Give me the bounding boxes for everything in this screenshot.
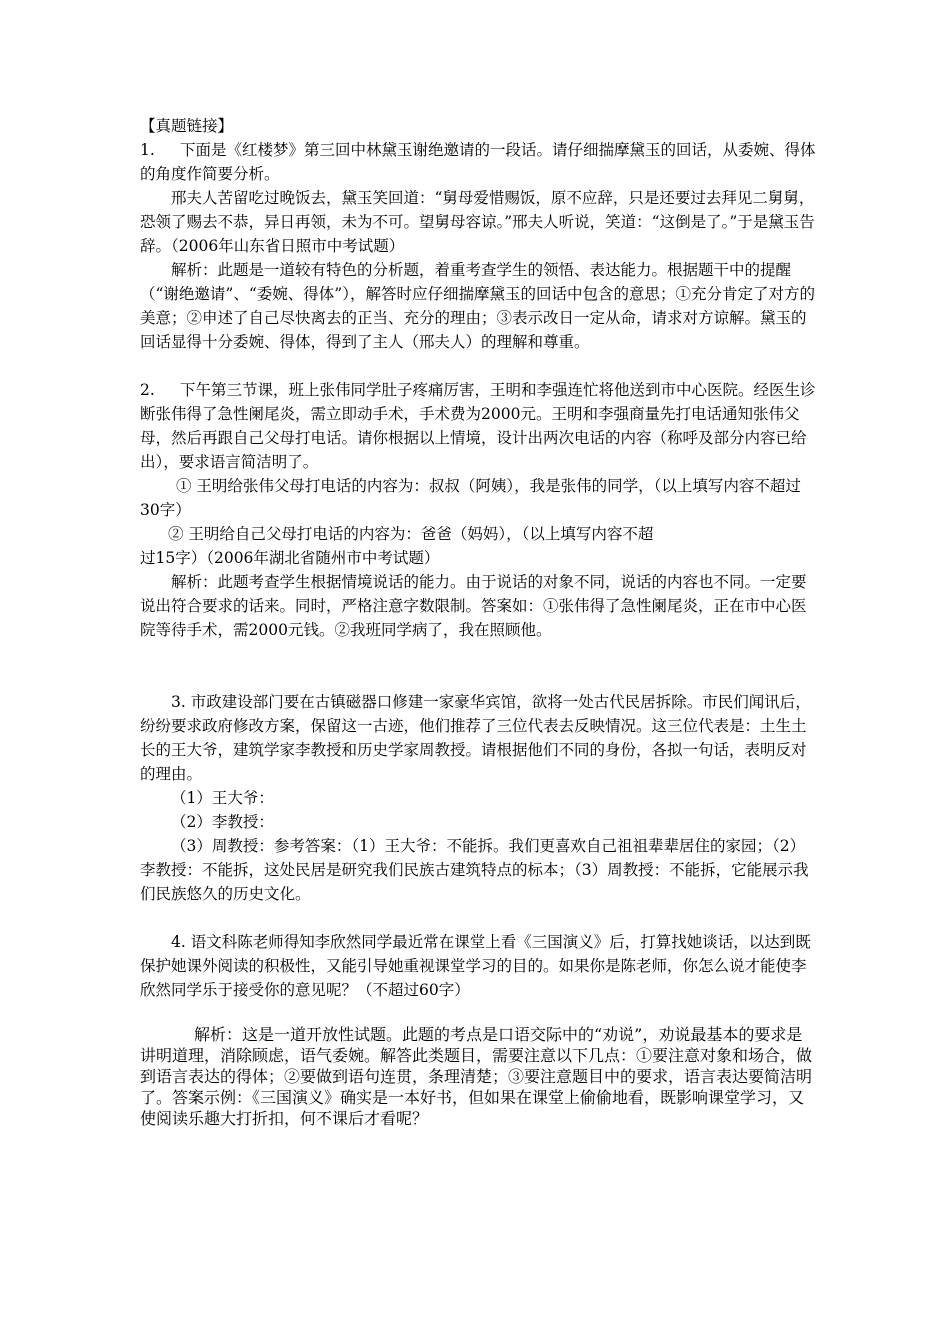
- question-1-passage: 邢夫人苦留吃过晚饭去，黛玉笑回道：“舅母爱惜赐饭，原不应辞，只是还要过去拜见二舅舅，恐领了赐去不恭，异日再领，未为不可。望舅母容谅。”邢夫人听说，笑道：“这倒是了。”于是黛玉告辞。（2006年山东省日照市中考试题）: [140, 189, 815, 255]
- question-1-number: 1.: [140, 141, 155, 159]
- question-3-stem: 3. 市政建设部门要在古镇磁器口修建一家豪华宾馆，欲将一处古代民居拆除。市民们闻讯后，纷纷要求政府修改方案，保留这一古迹，他们推荐了三位代表去反映情况。这三位代表是：土生土长的王大爷，建筑学家李教授和历史学家周教授。请根据他们不同的身份，各拟一句话，表明反对的理由。: [140, 693, 811, 783]
- spacer: [140, 1002, 816, 1024]
- section-title: 【真题链接】: [140, 117, 234, 135]
- question-2-number: 2.: [140, 381, 155, 399]
- question-2-text: 下午第三节课，班上张伟同学肚子疼痛厉害，王明和李强连忙将他送到市中心医院。经医生诊断张伟得了急性阑尾炎，需立即动手术，手术费为2000元。王明和李强商量先打电话通知张伟父母，然后再跟自己父母打电话。请你根据以上情境，设计出两次电话的内容（称呼及部分内容已给出），要求语言简洁明了。: [140, 381, 816, 471]
- question-2-stem: [140, 378, 816, 474]
- document-content: [140, 114, 816, 1129]
- question-3-item-2: （2）李教授：: [171, 813, 274, 831]
- question-3-item-1: （1）王大爷：: [171, 789, 274, 807]
- question-4-stem: 4. 语文科陈老师得知李欣然同学最近常在课堂上看《三国演义》后，打算找她谈话，以达到既保护她课外阅读的积极性，又能引导她重视课堂学习的目的。如果你是陈老师，你怎么说才能使李欣然同学乐于接受你的意见呢？（不超过60字）: [140, 933, 811, 999]
- question-2-item-2-line-2: 过15字）（2006年湖北省随州市中考试题）: [140, 549, 440, 567]
- question-1-text: 下面是《红楼梦》第三回中林黛玉谢绝邀请的一段话。请仔细揣摩黛玉的回话，从委婉、得体的角度作简要分析。: [140, 141, 816, 183]
- spacer: [140, 906, 816, 930]
- question-4-analysis: 解析：这是一道开放性试题。此题的考点是口语交际中的“劝说”，劝说最基本的要求是讲明道理，消除顾虑，语气委婉。解答此类题目，需要注意以下几点：①要注意对象和场合，做到语言表达的得体；②要做到语句连贯，条理清楚；③要注意题目中的要求，语言表达要简洁明了。答案示例：《三国演义》确实是一本好书，但如果在课堂上偷偷地看，既影响课堂学习，又使阅读乐趣大打折扣，何不课后才看呢？: [140, 1025, 813, 1128]
- spacer: [140, 642, 816, 690]
- question-1-stem: [140, 138, 816, 186]
- question-2-analysis: 解析：此题考查学生根据情境说话的能力。由于说话的对象不同，说话的内容也不同。一定要说出符合要求的话来。同时，严格注意字数限制。答案如：①张伟得了急性阑尾炎，正在市中心医院等待手术，需2000元钱。②我班同学病了，我在照顾他。: [140, 573, 807, 639]
- question-2-item-2-line-1: ② 王明给自己父母打电话的内容为：爸爸（妈妈），（以上填写内容不超: [168, 525, 654, 543]
- question-2-item-1: ① 王明给张伟父母打电话的内容为：叔叔（阿姨），我是张伟的同学，（以上填写内容不超过30字）: [140, 477, 801, 519]
- question-3-item-3: （3）周教授：参考答案：（1）王大爷：不能拆。我们更喜欢自己祖祖辈辈居住的家园；（2）李教授：不能拆，这处民居是研究我们民族古建筑特点的标本；（3）周教授：不能拆，它能展示我们民族悠久的历史文化。: [140, 837, 809, 903]
- question-1-analysis: 解析：此题是一道较有特色的分析题，着重考查学生的领悟、表达能力。根据题干中的提醒（“谢绝邀请”、“委婉、得体”），解答时应仔细揣摩黛玉的回话中包含的意思；①充分肯定了对方的美意；②申述了自己尽快离去的正当、充分的理由；③表示改日一定从命，请求对方谅解。黛玉的回话显得十分委婉、得体，得到了主人（邢夫人）的理解和尊重。: [140, 261, 815, 351]
- spacer: [140, 354, 816, 378]
